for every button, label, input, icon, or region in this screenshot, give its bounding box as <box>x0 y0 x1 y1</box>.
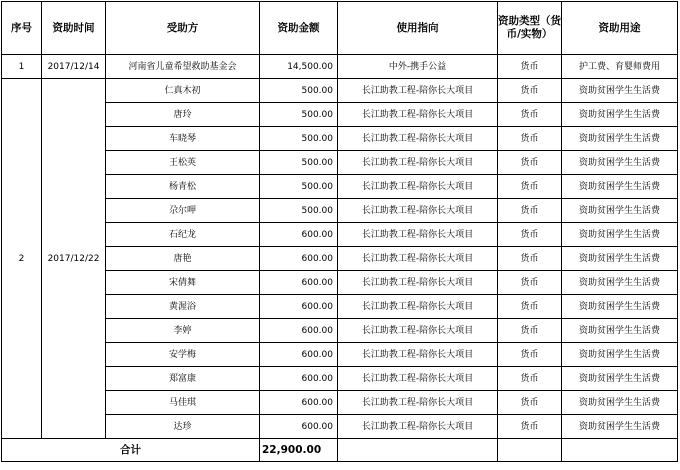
cell-direction: 长江助教工程-陪你长大项目 <box>338 223 498 247</box>
cell-recipient: 尕尔呷 <box>106 199 260 223</box>
total-label: 合计 <box>2 439 260 462</box>
cell-recipient: 车晓琴 <box>106 127 260 151</box>
cell-recipient: 达珍 <box>106 415 260 439</box>
header-row <box>2 2 678 55</box>
cell-recipient: 唐艳 <box>106 247 260 271</box>
cell-type: 货币 <box>498 319 562 343</box>
cell-direction: 长江助教工程-陪你长大项目 <box>338 271 498 295</box>
total-empty-direction <box>338 439 498 462</box>
cell-direction: 长江助教工程-陪你长大项目 <box>338 151 498 175</box>
header-direction: 使用指向 <box>338 2 498 55</box>
cell-purpose: 资助贫困学生生活费 <box>562 247 678 271</box>
cell-purpose: 资助贫困学生生活费 <box>562 175 678 199</box>
cell-purpose: 护工费、育婴师费用 <box>562 55 678 79</box>
cell-purpose: 资助贫困学生生活费 <box>562 79 678 103</box>
cell-type: 货币 <box>498 271 562 295</box>
cell-recipient: 黄渥浴 <box>106 295 260 319</box>
cell-purpose: 资助贫困学生生活费 <box>562 391 678 415</box>
header-purpose: 资助用途 <box>562 2 678 55</box>
table-row <box>2 79 678 103</box>
cell-recipient: 河南省儿童希望救助基金会 <box>106 55 260 79</box>
cell-type: 货币 <box>498 295 562 319</box>
total-empty-type <box>498 439 562 462</box>
cell-direction: 中外-携手公益 <box>338 55 498 79</box>
cell-amount: 600.00 <box>260 223 338 247</box>
header-seq: 序号 <box>2 2 42 55</box>
cell-direction: 长江助教工程-陪你长大项目 <box>338 367 498 391</box>
cell-recipient: 李婷 <box>106 319 260 343</box>
cell-amount: 600.00 <box>260 295 338 319</box>
cell-date: 2017/12/14 <box>42 55 106 79</box>
cell-type: 货币 <box>498 79 562 103</box>
cell-type: 货币 <box>498 55 562 79</box>
cell-recipient: 王松英 <box>106 151 260 175</box>
cell-amount: 500.00 <box>260 103 338 127</box>
header-amount: 资助金额 <box>260 2 338 55</box>
cell-amount: 600.00 <box>260 271 338 295</box>
cell-type: 货币 <box>498 223 562 247</box>
cell-amount: 600.00 <box>260 391 338 415</box>
cell-type: 货币 <box>498 175 562 199</box>
total-amount: 22,900.00 <box>260 439 338 462</box>
cell-purpose: 资助贫困学生生活费 <box>562 295 678 319</box>
cell-direction: 长江助教工程-陪你长大项目 <box>338 175 498 199</box>
cell-amount: 600.00 <box>260 415 338 439</box>
cell-recipient: 杨青松 <box>106 175 260 199</box>
cell-amount: 500.00 <box>260 175 338 199</box>
cell-purpose: 资助贫困学生生活费 <box>562 223 678 247</box>
cell-type: 货币 <box>498 343 562 367</box>
cell-seq: 1 <box>2 55 42 79</box>
cell-direction: 长江助教工程-陪你长大项目 <box>338 199 498 223</box>
cell-purpose: 资助贫困学生生活费 <box>562 103 678 127</box>
cell-seq: 2 <box>2 79 42 439</box>
cell-type: 货币 <box>498 127 562 151</box>
total-row <box>2 439 678 462</box>
header-date: 资助时间 <box>42 2 106 55</box>
cell-amount: 600.00 <box>260 343 338 367</box>
cell-recipient: 安学梅 <box>106 343 260 367</box>
cell-purpose: 资助贫困学生生活费 <box>562 199 678 223</box>
cell-purpose: 资助贫困学生生活费 <box>562 127 678 151</box>
cell-date: 2017/12/22 <box>42 79 106 439</box>
cell-amount: 500.00 <box>260 127 338 151</box>
cell-amount: 500.00 <box>260 199 338 223</box>
header-recipient: 受助方 <box>106 2 260 55</box>
cell-amount: 600.00 <box>260 247 338 271</box>
cell-type: 货币 <box>498 247 562 271</box>
cell-amount: 600.00 <box>260 319 338 343</box>
cell-purpose: 资助贫困学生生活费 <box>562 319 678 343</box>
cell-recipient: 石纪龙 <box>106 223 260 247</box>
cell-purpose: 资助贫困学生生活费 <box>562 415 678 439</box>
cell-purpose: 资助贫困学生生活费 <box>562 367 678 391</box>
cell-amount: 500.00 <box>260 79 338 103</box>
cell-amount: 600.00 <box>260 367 338 391</box>
cell-recipient: 仁真木初 <box>106 79 260 103</box>
donation-table <box>1 1 678 462</box>
cell-amount: 14,500.00 <box>260 55 338 79</box>
cell-direction: 长江助教工程-陪你长大项目 <box>338 103 498 127</box>
cell-type: 货币 <box>498 367 562 391</box>
cell-direction: 长江助教工程-陪你长大项目 <box>338 247 498 271</box>
cell-type: 货币 <box>498 103 562 127</box>
cell-type: 货币 <box>498 199 562 223</box>
cell-direction: 长江助教工程-陪你长大项目 <box>338 391 498 415</box>
cell-direction: 长江助教工程-陪你长大项目 <box>338 79 498 103</box>
cell-direction: 长江助教工程-陪你长大项目 <box>338 343 498 367</box>
cell-type: 货币 <box>498 151 562 175</box>
cell-recipient: 马佳琪 <box>106 391 260 415</box>
table-row <box>2 55 678 79</box>
cell-direction: 长江助教工程-陪你长大项目 <box>338 295 498 319</box>
cell-direction: 长江助教工程-陪你长大项目 <box>338 127 498 151</box>
cell-type: 货币 <box>498 391 562 415</box>
header-type: 资助类型（货币/实物） <box>498 2 562 55</box>
cell-amount: 500.00 <box>260 151 338 175</box>
cell-recipient: 宋倩舞 <box>106 271 260 295</box>
cell-recipient: 郑富康 <box>106 367 260 391</box>
cell-purpose: 资助贫困学生生活费 <box>562 343 678 367</box>
total-empty-purpose <box>562 439 678 462</box>
cell-recipient: 唐玲 <box>106 103 260 127</box>
cell-direction: 长江助教工程-陪你长大项目 <box>338 319 498 343</box>
cell-type: 货币 <box>498 415 562 439</box>
cell-purpose: 资助贫困学生生活费 <box>562 271 678 295</box>
cell-direction: 长江助教工程-陪你长大项目 <box>338 415 498 439</box>
cell-purpose: 资助贫困学生生活费 <box>562 151 678 175</box>
